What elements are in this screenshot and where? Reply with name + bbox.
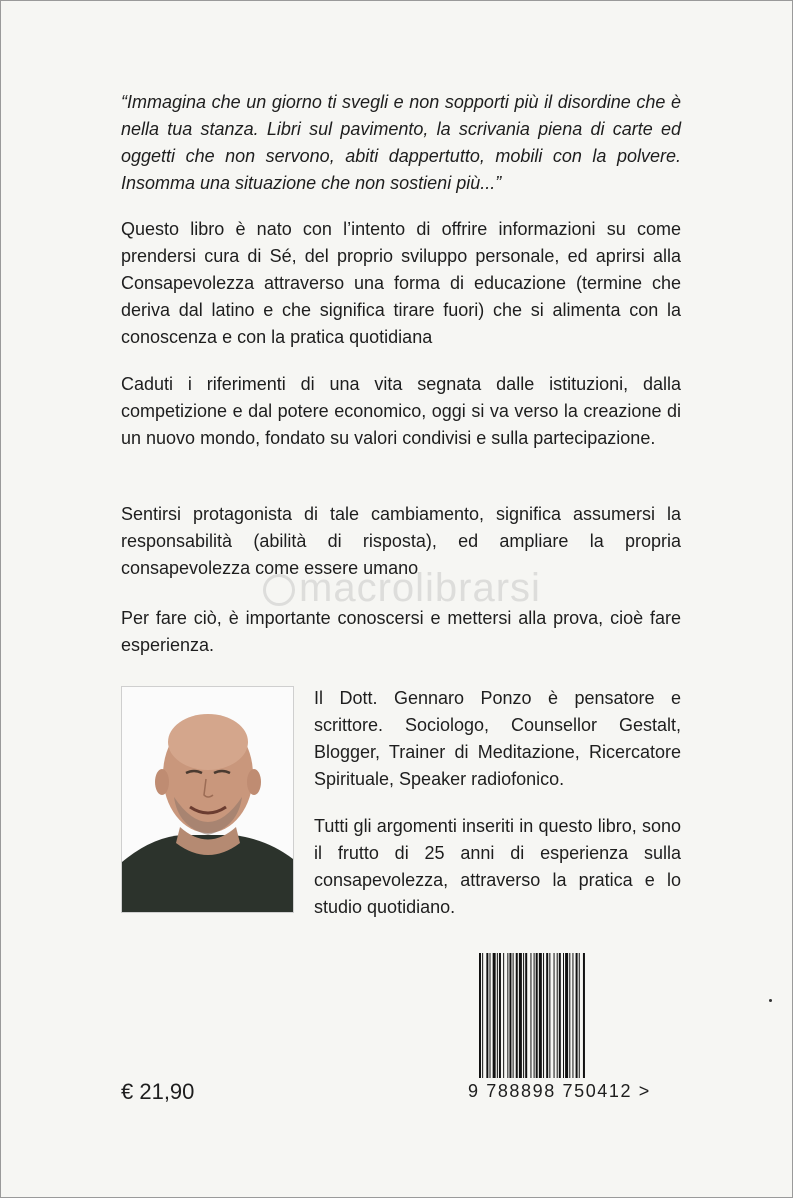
barcode-bar <box>536 953 538 1078</box>
isbn-barcode <box>476 953 681 1078</box>
opening-quote: “Immagina che un giorno ti svegli e non sopporti più il disordine che è nella tua stanza. Libri sul pavimento, la scrivania piena di carte ed oggetti che non servono, abiti dappertutto, mobili con la polvere. Insomma una situazione che non sostieni più...” <box>121 92 681 193</box>
barcode-bar <box>539 953 542 1078</box>
barcode-bar <box>486 953 488 1078</box>
barcode-bar <box>497 953 498 1078</box>
barcode-bar <box>479 953 481 1078</box>
barcode-bar <box>519 953 522 1078</box>
barcode-bar <box>530 953 531 1078</box>
author-bio-paragraph-2: Tutti gli argomenti inseriti in questo libro, sono il frutto di 25 anni di esperienza sulla consapevolezza, attraverso la pratica e lo studio quotidiano. <box>314 816 681 917</box>
watermark-logo-icon <box>263 574 295 606</box>
barcode-bar <box>546 953 548 1078</box>
barcode-bar <box>576 953 578 1078</box>
barcode-bar <box>549 953 550 1078</box>
watermark-text: macrolibrarsi <box>299 566 541 610</box>
barcode-bar <box>499 953 501 1078</box>
barcode-digits: 9 788898 750412 > <box>468 1081 651 1101</box>
barcode <box>476 953 681 1078</box>
barcode-bar <box>583 953 585 1078</box>
author-bio-paragraph-1: Il Dott. Gennaro Ponzo è pensatore e scrittore. Sociologo, Counsellor Gestalt, Blogger, Trainer di Meditazione, Ricercatore Spirituale, Speaker radiofonico. <box>314 688 681 789</box>
barcode-bar <box>509 953 511 1078</box>
barcode-bar <box>523 953 524 1078</box>
barcode-bar <box>579 953 580 1078</box>
watermark <box>263 566 541 611</box>
barcode-bar <box>513 953 514 1078</box>
barcode-bar <box>543 953 544 1078</box>
author-portrait-image <box>122 687 293 912</box>
description-paragraph-2: Caduti i riferimenti di una vita segnata dalle istituzioni, dalla competizione e dal potere economico, oggi si va verso la creazione di un nuovo mondo, fondato su valori condivisi e sulla partecipazione. <box>121 374 681 448</box>
barcode-bar <box>493 953 496 1078</box>
description-paragraph-4: Per fare ciò, è importante conoscersi e mettersi alla prova, cioè fare esperienza. <box>121 608 681 655</box>
barcode-bar <box>503 953 504 1078</box>
barcode-bar <box>559 953 561 1078</box>
barcode-bar <box>516 953 518 1078</box>
author-photo <box>121 686 294 913</box>
barcode-bar <box>557 953 558 1078</box>
barcode-bar <box>534 953 535 1078</box>
description-paragraph-1: Questo libro è nato con l’intento di offrire informazioni su come prendersi cura di Sé, del proprio sviluppo personale, ed aprirsi alla Consapevolezza attraverso una forma di educazione (termine che deriva dal latino e che significa tirare fuori) che si alimenta con la conoscenza e con la pratica quotidiana <box>121 219 681 347</box>
barcode-bar <box>482 953 483 1078</box>
description-paragraph-3: Sentirsi protagonista di tale cambiamento, significa assumersi la responsabilità (abilità di risposta), ed ampliare la propria consapevolezza come essere umano <box>121 504 681 578</box>
barcode-bar <box>563 953 564 1078</box>
barcode-bar <box>507 953 508 1078</box>
barcode-bar <box>525 953 527 1078</box>
barcode-bar <box>565 953 568 1078</box>
print-speck <box>769 999 772 1002</box>
price-label: € 21,90 <box>121 1079 195 1104</box>
barcode-bar <box>569 953 570 1078</box>
barcode-bar <box>554 953 555 1078</box>
barcode-bar <box>572 953 573 1078</box>
barcode-bar <box>490 953 491 1078</box>
